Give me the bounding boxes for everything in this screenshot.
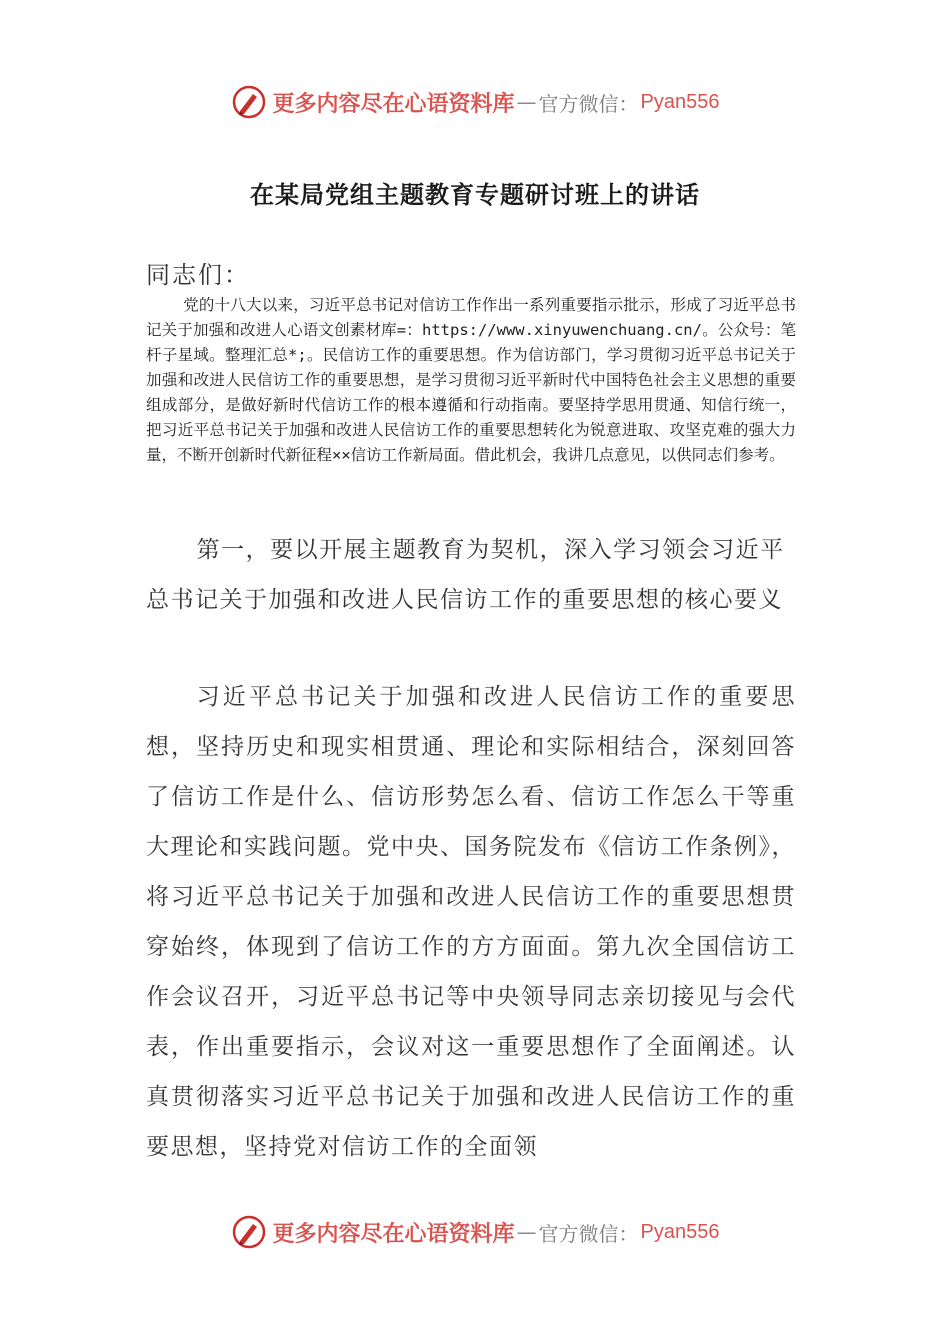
banner-wechat-handle: Pyan556 — [640, 1220, 720, 1243]
banner-wechat-handle: Pyan556 — [640, 90, 720, 113]
banner-brand-text: 更多内容尽在心语资料库 — [272, 90, 515, 117]
footer-banner — [0, 1210, 950, 1254]
document-title: 在某局党组主题教育专题研讨班上的讲话 — [250, 181, 700, 209]
section-1-heading: 第一，要以开展主题教育为契机，深入学习领会习近平总书记关于加强和改进人民信访工作的重要思想的核心要义 — [146, 537, 785, 613]
greeting: 同志们： — [146, 261, 250, 289]
pen-logo-icon — [231, 1214, 267, 1250]
banner-brand-text: 更多内容尽在心语资料库 — [272, 1220, 515, 1247]
banner-separator: — — [516, 1220, 537, 1244]
pen-logo-icon — [231, 84, 267, 120]
banner-separator: — — [516, 90, 537, 114]
intro-paragraph: 党的十八大以来，习近平总书记对信访工作作出一系列重要指示批示，形成了习近平总书记关于加强和改进人心语文创素材库=：https://www.xinyuwenchuang.cn/。公众号：笔杆子星域。整理汇总*;。民信访工作的重要思想。作为信访部门，学习贯彻习近平总书记关于加强和改进人民信访工作的重要思想，是学习贯彻习近平新时代中国特色社会主义思想的重要组成部分，是做好新时代信访工作的根本遵循和行动指南。要坚持学思用贯通、知信行统一，把习近平总书记关于加强和改进人民信访工作的重要思想转化为锐意进取、攻坚克难的强大力量，不断开创新时代新征程××信访工作新局面。借此机会，我讲几点意见，以供同志们参考。 — [146, 296, 796, 464]
header-banner — [0, 80, 950, 124]
banner-wechat-label: 官方微信： — [538, 91, 639, 116]
banner-wechat-label: 官方微信： — [538, 1221, 639, 1246]
section-1-body: 习近平总书记关于加强和改进人民信访工作的重要思想，坚持历史和现实相贯通、理论和实际相结合，深刻回答了信访工作是什么、信访形势怎么看、信访工作怎么干等重大理论和实践问题。党中央、国务院发布《信访工作条例》，将习近平总书记关于加强和改进人民信访工作的重要思想贯穿始终，体现到了信访工作的方方面面。第九次全国信访工作会议召开，习近平总书记等中央领导同志亲切接见与会代表，作出重要指示，会议对这一重要思想作了全面阐述。认真贯彻落实习近平总书记关于加强和改进人民信访工作的重要思想，坚持党对信访工作的全面领 — [146, 684, 796, 1160]
